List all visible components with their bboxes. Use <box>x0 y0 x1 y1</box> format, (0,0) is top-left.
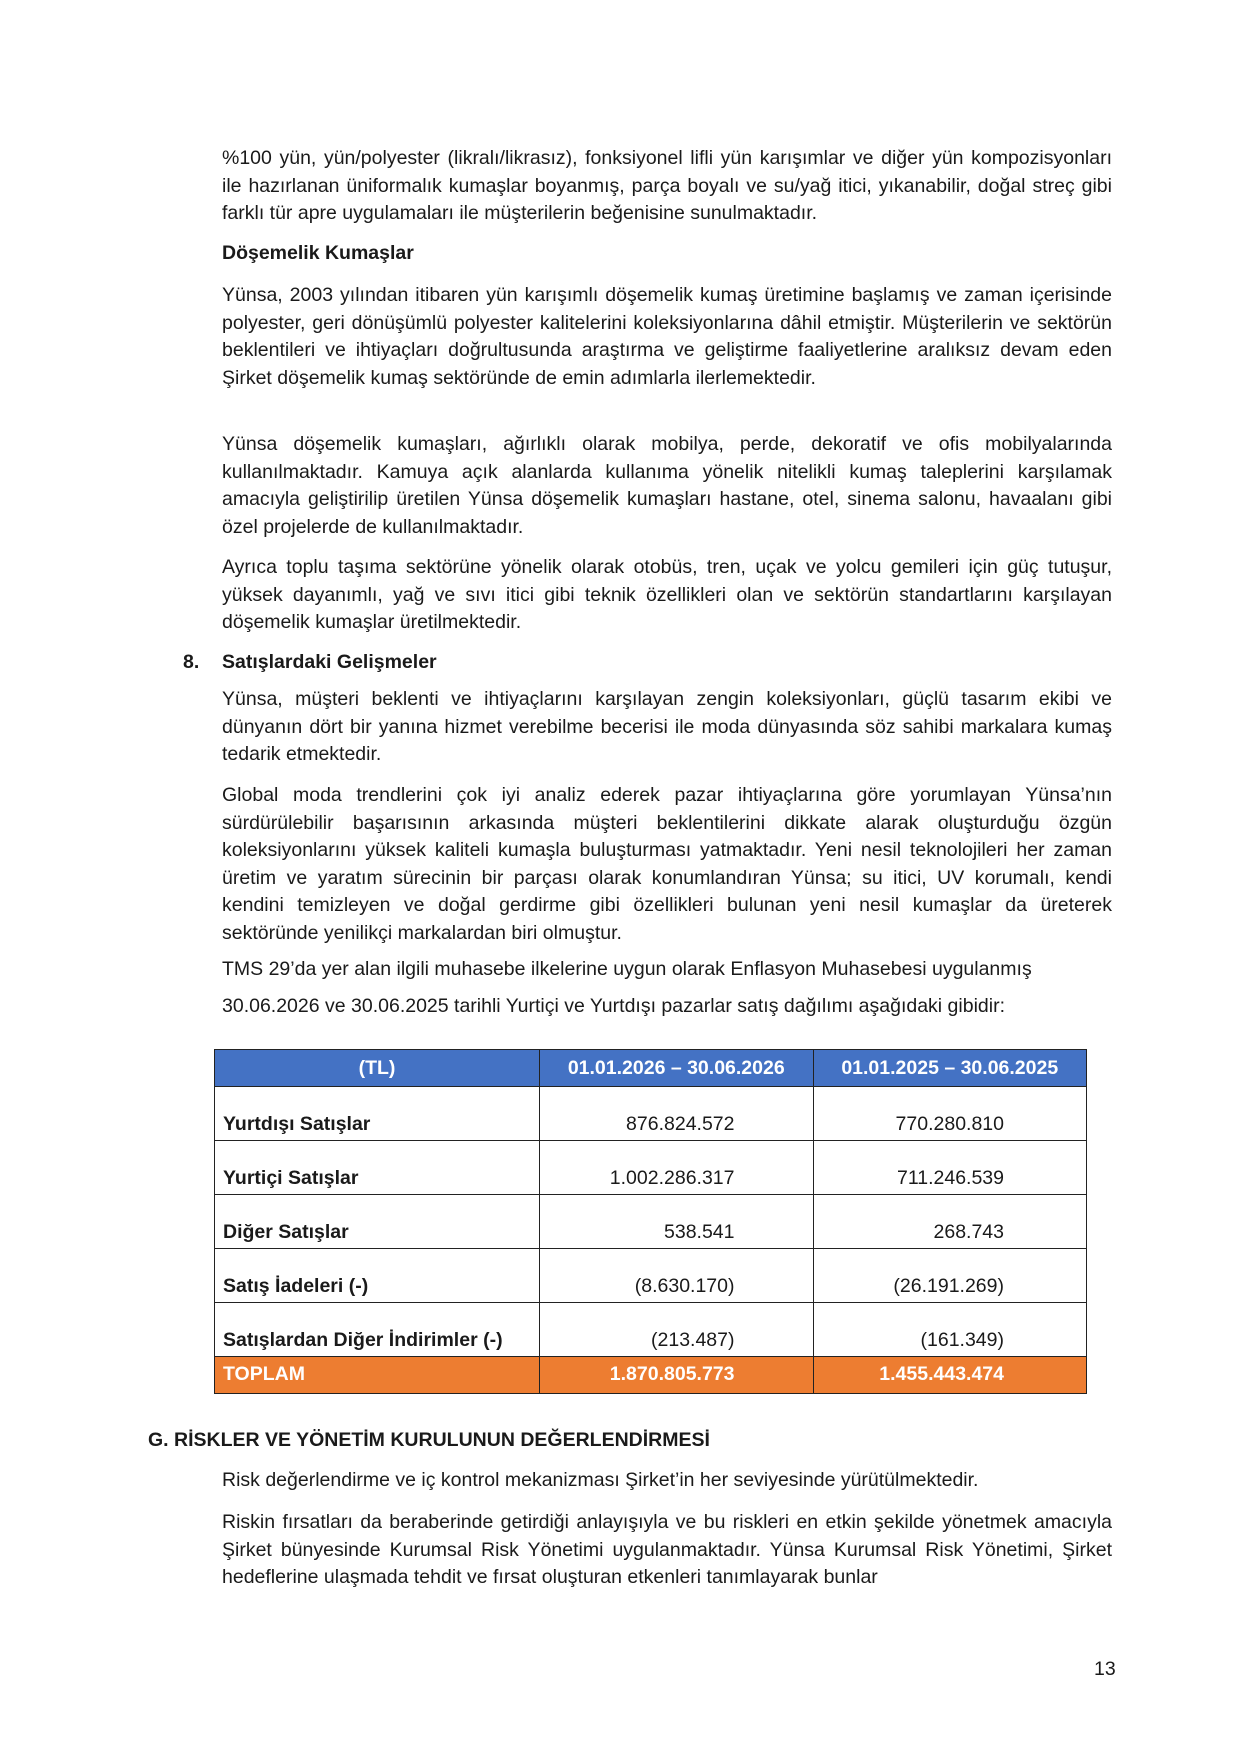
paragraph: Riskin fırsatları da beraberinde getirdiği anlayışıyla ve bu riskleri en etkin şekilde yönetmek amacıyla Şirket bünyesinde Kurumsal Risk Yönetimi uygulanmaktadır. Yünsa Kurumsal Risk Yönetimi, Şirket hedeflerine ulaşmada tehdit ve fırsat oluşturan etkenleri tanımlayarak bunlar <box>222 1511 1112 1588</box>
cell-2026: 538.541 <box>540 1195 814 1249</box>
row-label: Yurtdışı Satışlar <box>215 1087 540 1141</box>
page-number: 13 <box>1094 1658 1116 1680</box>
section-heading-sales: Satışlardaki Gelişmeler <box>222 651 437 673</box>
cell-2026: (213.487) <box>540 1303 814 1357</box>
paragraph: 30.06.2026 ve 30.06.2025 tarihli Yurtiçi ve Yurtdışı pazarlar satış dağılımı aşağıdaki gibidir: <box>222 995 1005 1017</box>
cell-2026: 1.002.286.317 <box>540 1141 814 1195</box>
total-2026: 1.870.805.773 <box>540 1357 814 1394</box>
paragraph: Ayrıca toplu taşıma sektörüne yönelik olarak otobüs, tren, uçak ve yolcu gemileri için güç tutuşur, yüksek dayanımlı, yağ ve sıvı itici gibi teknik özellikleri olan ve sektörün standartlarını karşılayan döşemelik kumaşlar üretilmektedir. <box>222 556 1112 633</box>
table-row <box>215 1141 1087 1195</box>
section-heading-risks: G. RİSKLER VE YÖNETİM KURULUNUN DEĞERLENDİRMESİ <box>148 1429 710 1451</box>
paragraph: Yünsa, müşteri beklenti ve ihtiyaçlarını karşılayan zengin koleksiyonları, güçlü tasarım ekibi ve dünyanın dört bir yanına hizmet verebilme becerisi ile moda dünyasında söz sahibi markalara kumaş tedarik etmektedir. <box>222 688 1112 765</box>
subheading-upholstery: Döşemelik Kumaşlar <box>222 242 414 264</box>
sales-table <box>214 1049 1087 1394</box>
total-row <box>215 1357 1087 1394</box>
paragraph: Global moda trendlerini çok iyi analiz ederek pazar ihtiyaçlarına göre yorumlayan Yünsa’nın sürdürülebilir başarısının arkasında müşteri beklentilerini dikkate alarak oluşturduğu özgün koleksiyonlarını yüksek kaliteli kumaşla buluşturması yatmaktadır. Yeni nesil teknolojileri her zaman üretim ve yaratım sürecinin bir parçası olarak konumlandıran Yünsa; su itici, UV korumalı, kendi kendini temizleyen ve doğal gerdirme gibi özellikleri bulunan yeni nesil kumaşlar da üreterek sektöründe yenilikçi markalardan biri olmuştur. <box>222 784 1112 944</box>
paragraph: Yünsa döşemelik kumaşları, ağırlıklı olarak mobilya, perde, dekoratif ve ofis mobilyalarında kullanılmaktadır. Kamuya açık alanlarda kullanıma yönelik nitelikli kumaş taleplerini karşılamak amacıyla geliştirilip üretilen Yünsa döşemelik kumaşları hastane, otel, sinema salonu, havaalanı gibi özel projelerde de kullanılmaktadır. <box>222 433 1112 538</box>
paragraph: %100 yün, yün/polyester (likralı/likrasız), fonksiyonel lifli yün karışımlar ve diğer yün kompozisyonları ile hazırlanan üniformalık kumaşlar boyanmış, parça boyalı ve su/yağ itici, yıkanabilir, doğal streç gibi farklı tür apre uygulamaları ile müşterilerin beğenisine sunulmaktadır. <box>222 147 1112 224</box>
table-header: (TL) <box>215 1050 540 1087</box>
section-number: 8. <box>183 651 200 673</box>
table-header: 01.01.2025 – 30.06.2025 <box>813 1050 1087 1087</box>
table-row <box>215 1249 1087 1303</box>
paragraph: Yünsa, 2003 yılından itibaren yün karışımlı döşemelik kumaş üretimine başlamış ve zaman içerisinde polyester, geri dönüşümlü polyester kalitelerini koleksiyonlarına dâhil etmiştir. Müşterilerin ve sektörün beklentileri ve ihtiyaçları doğrultusunda araştırma ve geliştirme faaliyetlerine aralıksız devam eden Şirket döşemelik kumaş sektöründe de emin adımlarla ilerlemektedir. <box>222 284 1112 389</box>
cell-2025: 711.246.539 <box>813 1141 1087 1195</box>
cell-2026: (8.630.170) <box>540 1249 814 1303</box>
cell-2026: 876.824.572 <box>540 1087 814 1141</box>
table-row <box>215 1303 1087 1357</box>
total-label: TOPLAM <box>215 1357 540 1394</box>
row-label: Diğer Satışlar <box>215 1195 540 1249</box>
row-label: Satış İadeleri (-) <box>215 1249 540 1303</box>
row-label: Satışlardan Diğer İndirimler (-) <box>215 1303 540 1357</box>
cell-2025: (161.349) <box>813 1303 1087 1357</box>
cell-2025: (26.191.269) <box>813 1249 1087 1303</box>
cell-2025: 268.743 <box>813 1195 1087 1249</box>
paragraph: Risk değerlendirme ve iç kontrol mekanizması Şirket’in her seviyesinde yürütülmektedir. <box>222 1469 979 1491</box>
cell-2025: 770.280.810 <box>813 1087 1087 1141</box>
total-2025: 1.455.443.474 <box>813 1357 1087 1394</box>
table-header: 01.01.2026 – 30.06.2026 <box>540 1050 814 1087</box>
row-label: Yurtiçi Satışlar <box>215 1141 540 1195</box>
table-row <box>215 1087 1087 1141</box>
table-row <box>215 1195 1087 1249</box>
paragraph: TMS 29’da yer alan ilgili muhasebe ilkelerine uygun olarak Enflasyon Muhasebesi uygulanmış <box>222 958 1032 980</box>
